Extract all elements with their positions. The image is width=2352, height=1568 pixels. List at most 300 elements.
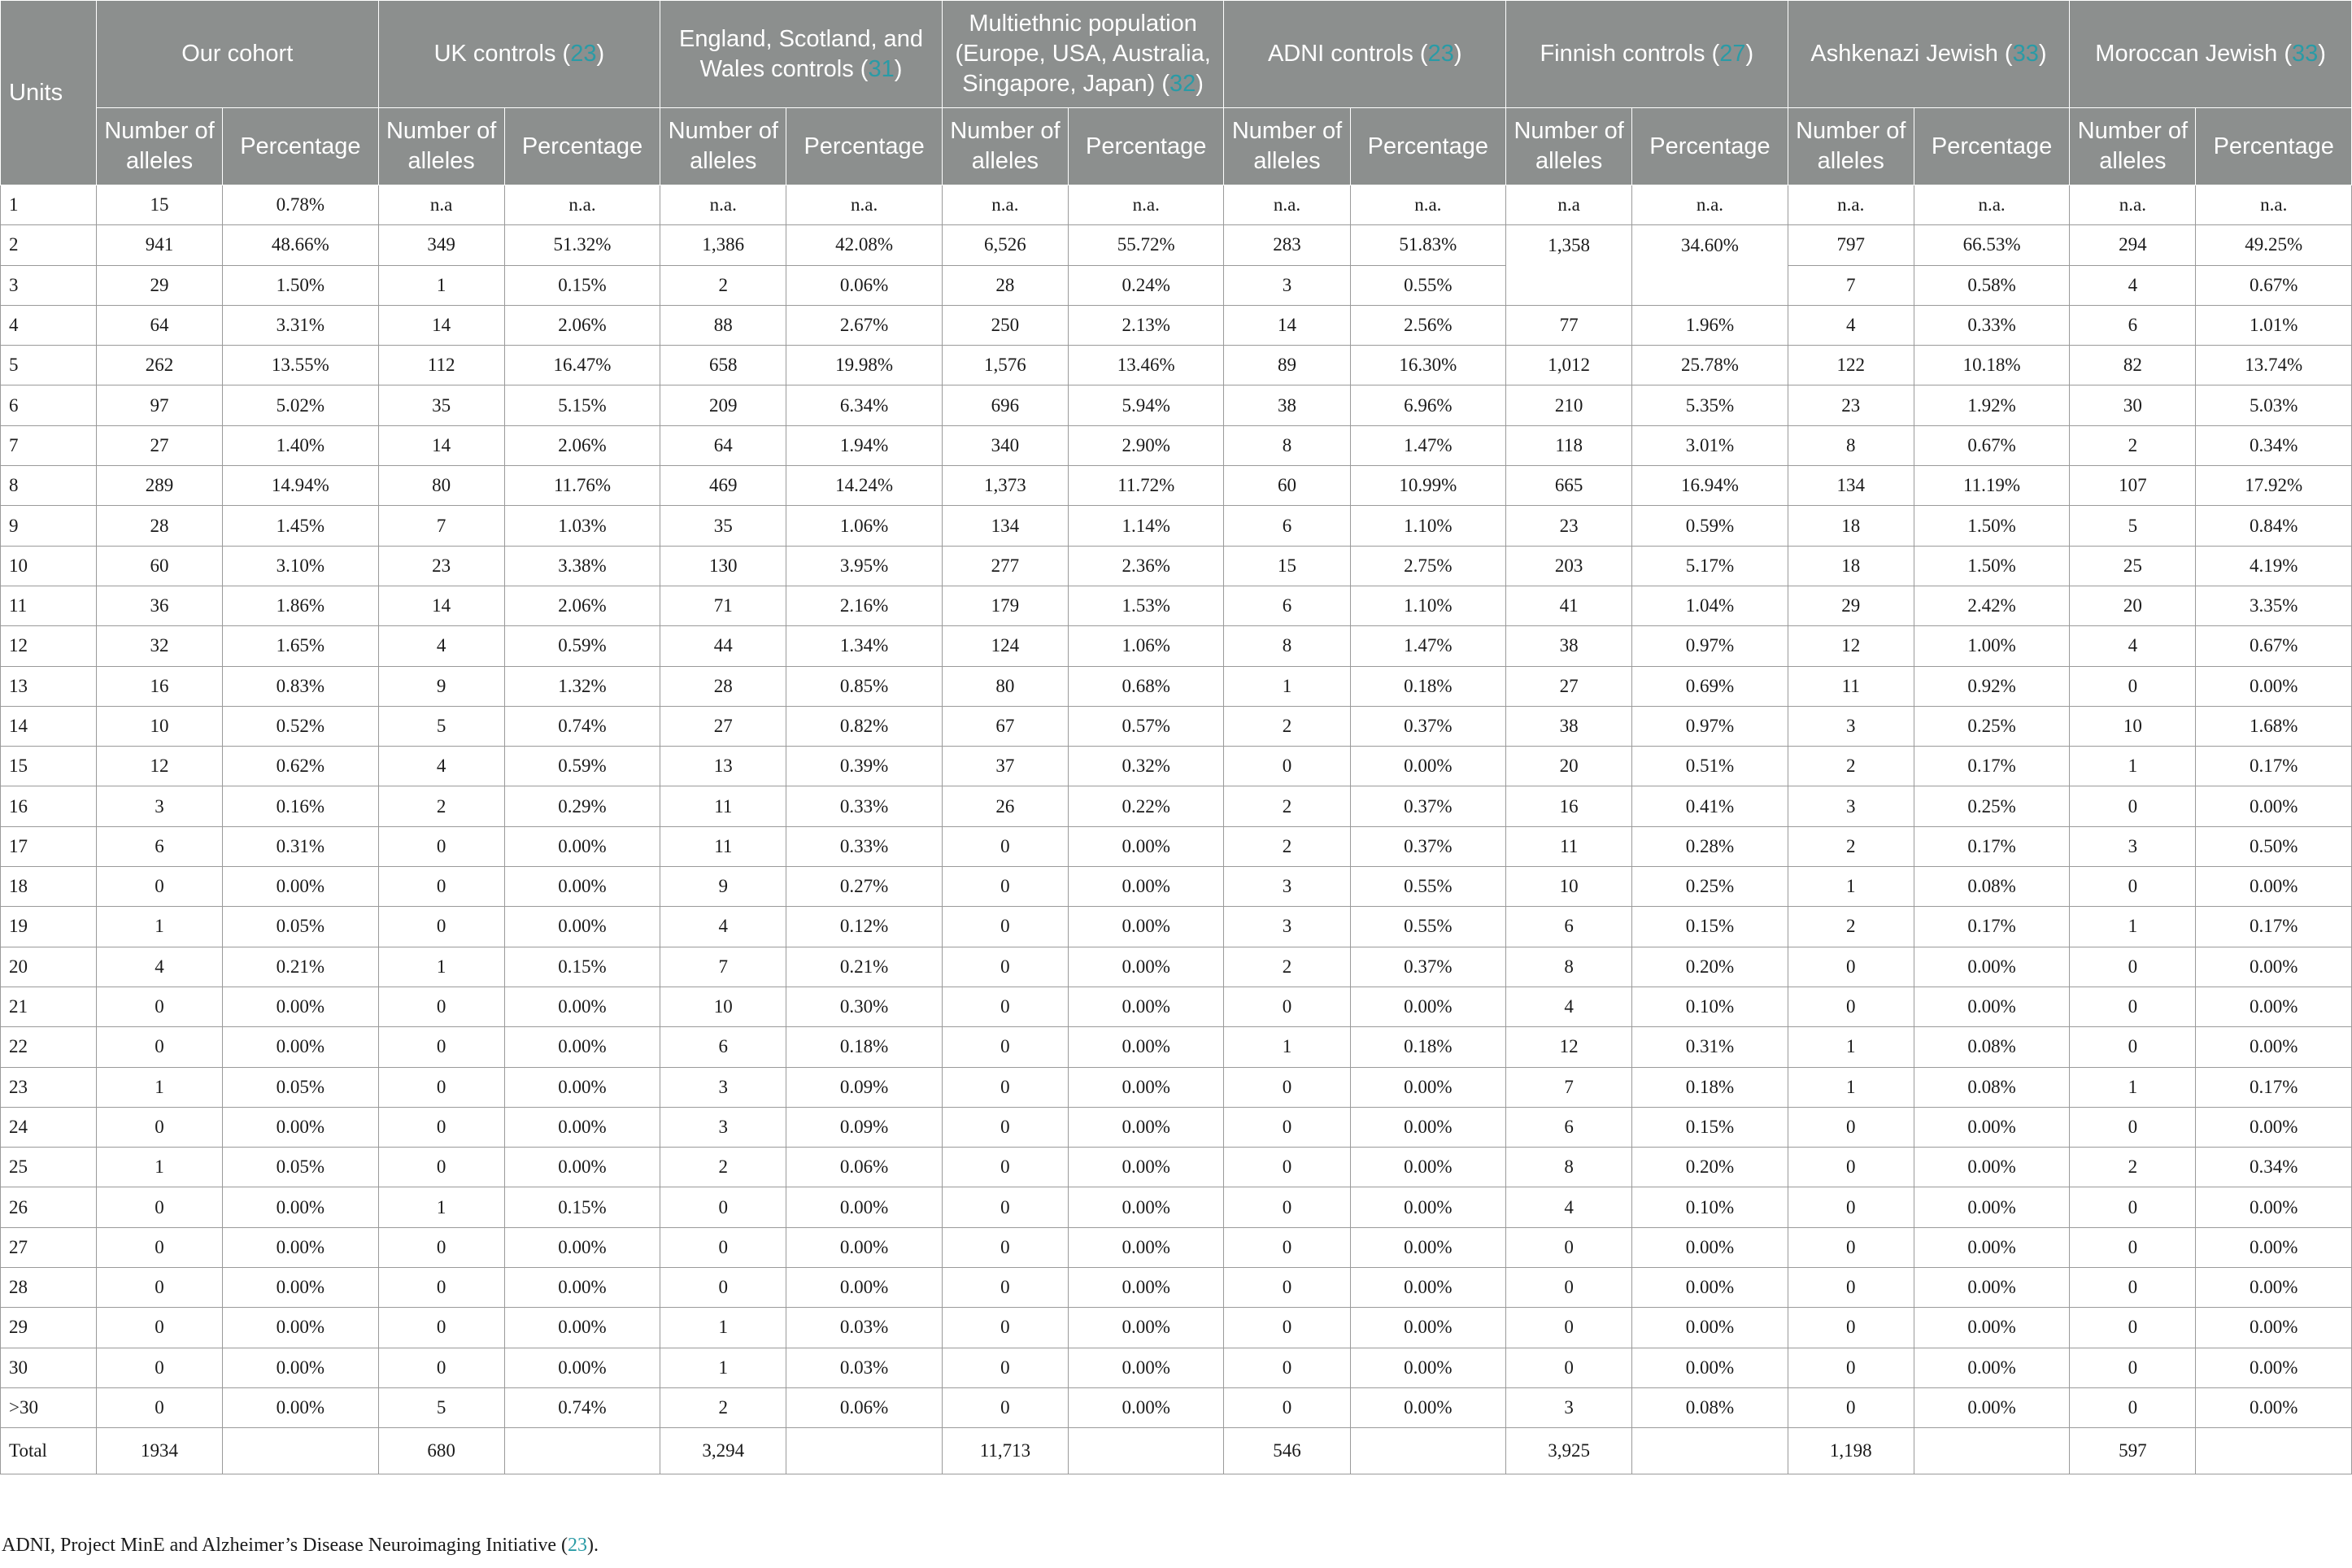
table-cell: 0 — [378, 1268, 504, 1308]
table-cell: 1.10% — [1350, 586, 1505, 625]
total-cell — [1069, 1428, 1224, 1474]
table-cell: 0 — [2070, 987, 2196, 1026]
table-cell: 35 — [660, 506, 786, 546]
reference-link[interactable]: 23 — [1427, 41, 1454, 67]
table-cell: 4 — [378, 747, 504, 786]
table-cell: 0.41% — [1632, 786, 1788, 826]
table-cell: 1 — [1224, 1027, 1350, 1067]
table-cell: 4 — [1506, 987, 1632, 1026]
table-cell: 23 — [1506, 506, 1632, 546]
table-cell: 20 — [1506, 747, 1632, 786]
table-cell: 0 — [96, 1308, 222, 1348]
table-cell: 0.00% — [1350, 1187, 1505, 1227]
table-cell: 0.15% — [504, 1187, 660, 1227]
table-cell: 209 — [660, 385, 786, 425]
group-header — [96, 1, 378, 108]
table-cell: 0.00% — [1632, 1308, 1788, 1348]
table-cell: 0.00% — [223, 1187, 378, 1227]
table-cell: 5.17% — [1632, 546, 1788, 586]
table-cell: 0.05% — [223, 1148, 378, 1187]
table-cell: 6 — [2070, 305, 2196, 345]
table-cell: 0.00% — [1350, 1148, 1505, 1187]
table-cell: 5.15% — [504, 385, 660, 425]
table-cell: 0.08% — [1914, 1067, 2069, 1107]
header-row-groups — [1, 1, 2352, 108]
group-header-label: ADNI controls ( — [1267, 41, 1428, 67]
total-label: Total — [1, 1428, 97, 1474]
table-cell: 8 — [1788, 425, 1914, 465]
table-cell: 0.17% — [1914, 907, 2069, 947]
table-cell: 4 — [1506, 1187, 1632, 1227]
table-row — [1, 1027, 2352, 1067]
table-cell: 5 — [378, 706, 504, 746]
table-cell: 0.00% — [1632, 1268, 1788, 1308]
table-cell: 3 — [1224, 867, 1350, 907]
table-cell: 0.08% — [1632, 1387, 1788, 1427]
table-cell: 0.59% — [504, 626, 660, 666]
table-cell: 0 — [942, 947, 1068, 987]
table-cell: 0.33% — [786, 826, 942, 866]
units-cell: 4 — [1, 305, 97, 345]
reference-link[interactable]: 33 — [2292, 41, 2319, 67]
table-cell: 0.00% — [504, 907, 660, 947]
table-row — [1, 706, 2352, 746]
total-cell — [1350, 1428, 1505, 1474]
total-cell: 597 — [2070, 1428, 2196, 1474]
table-cell: 0.00% — [1350, 1067, 1505, 1107]
table-row — [1, 425, 2352, 465]
table-cell: 0 — [942, 1148, 1068, 1187]
table-cell: 340 — [942, 425, 1068, 465]
table-cell: 10.99% — [1350, 466, 1505, 506]
table-cell: 4 — [378, 626, 504, 666]
table-cell: 0.92% — [1914, 666, 2069, 706]
table-cell: 77 — [1506, 305, 1632, 345]
table-cell: 0 — [942, 1348, 1068, 1387]
table-cell: 1.06% — [786, 506, 942, 546]
table-cell: 1.94% — [786, 425, 942, 465]
table-cell: 2.36% — [1069, 546, 1224, 586]
table-cell: 0.00% — [1350, 1308, 1505, 1348]
table-cell: 0.00% — [504, 867, 660, 907]
table-cell: 0 — [2070, 1308, 2196, 1348]
table-cell: 0.10% — [1632, 987, 1788, 1026]
subheader-number-of-alleles: Number of alleles — [1506, 108, 1632, 185]
table-cell: 0 — [378, 1308, 504, 1348]
table-cell: 0 — [96, 1187, 222, 1227]
table-cell: 3.38% — [504, 546, 660, 586]
table-cell: 0.00% — [1914, 1148, 2069, 1187]
table-cell: 1.50% — [223, 265, 378, 305]
table-cell: 0.00% — [504, 1308, 660, 1348]
table-row — [1, 747, 2352, 786]
table-cell: 97 — [96, 385, 222, 425]
table-cell: 0.00% — [2196, 1308, 2352, 1348]
table-cell: 2 — [2070, 425, 2196, 465]
table-cell: 0.00% — [223, 1387, 378, 1427]
table-cell: 0.67% — [2196, 265, 2352, 305]
units-cell: 28 — [1, 1268, 97, 1308]
table-cell: 6 — [1224, 506, 1350, 546]
units-cell: 2 — [1, 225, 97, 265]
table-cell: 0.00% — [1914, 1107, 2069, 1147]
total-cell: 1934 — [96, 1428, 222, 1474]
table-cell: 0 — [942, 1268, 1068, 1308]
table-cell: 0.00% — [2196, 987, 2352, 1026]
table-cell: 0 — [2070, 1268, 2196, 1308]
table-footnote — [2, 1535, 599, 1557]
reference-link[interactable]: 33 — [2012, 41, 2039, 67]
table-cell: 0 — [96, 867, 222, 907]
units-cell: 15 — [1, 747, 97, 786]
table-cell: 32 — [96, 626, 222, 666]
table-cell: 42.08% — [786, 225, 942, 265]
total-cell — [1914, 1428, 2069, 1474]
table-cell: n.a. — [1788, 185, 1914, 225]
table-cell: 71 — [660, 586, 786, 625]
table-cell: 12 — [96, 747, 222, 786]
table-cell: 55.72% — [1069, 225, 1224, 265]
table-cell: 289 — [96, 466, 222, 506]
table-row — [1, 867, 2352, 907]
table-cell: n.a. — [942, 185, 1068, 225]
table-cell: 0.17% — [1914, 826, 2069, 866]
table-cell: 7 — [1506, 1067, 1632, 1107]
units-column-header: Units — [1, 1, 97, 185]
table-cell: 14.94% — [223, 466, 378, 506]
table-cell: 13.46% — [1069, 346, 1224, 385]
table-cell: 0 — [1506, 1268, 1632, 1308]
table-cell: 0.00% — [2196, 1027, 2352, 1067]
table-cell: 6 — [1224, 586, 1350, 625]
table-cell: 0.00% — [2196, 666, 2352, 706]
table-cell: 29 — [1788, 586, 1914, 625]
table-cell: 0.00% — [1069, 1268, 1224, 1308]
table-cell: 5.94% — [1069, 385, 1224, 425]
table-cell: 1 — [1224, 666, 1350, 706]
table-cell: 0 — [378, 1067, 504, 1107]
table-cell: 0.31% — [1632, 1027, 1788, 1067]
table-cell: 0.00% — [1350, 1387, 1505, 1427]
table-cell: 28 — [660, 666, 786, 706]
table-cell: 1.40% — [223, 425, 378, 465]
table-cell: 0.00% — [786, 1227, 942, 1267]
reference-link[interactable]: 23 — [570, 41, 597, 67]
table-cell: 0.34% — [2196, 1148, 2352, 1187]
table-cell: 8 — [1506, 947, 1632, 987]
table-cell: 0 — [378, 1107, 504, 1147]
table-cell: 1 — [2070, 1067, 2196, 1107]
total-cell: 1,198 — [1788, 1428, 1914, 1474]
table-cell: 10 — [96, 706, 222, 746]
table-row — [1, 987, 2352, 1026]
table-cell: 0.00% — [1069, 1187, 1224, 1227]
table-cell: 3 — [660, 1107, 786, 1147]
table-cell: 27 — [96, 425, 222, 465]
table-cell: 0.67% — [2196, 626, 2352, 666]
table-row — [1, 947, 2352, 987]
table-cell: 1.47% — [1350, 425, 1505, 465]
table-cell: 38 — [1506, 626, 1632, 666]
table-cell: 2 — [660, 1387, 786, 1427]
group-header-label: England, Scotland, and Wales controls ( — [679, 25, 923, 82]
group-header-paren: ) — [894, 55, 903, 82]
table-cell: 0.00% — [1069, 1227, 1224, 1267]
table-cell: 0.84% — [2196, 506, 2352, 546]
table-cell: 0.00% — [1069, 1348, 1224, 1387]
table-cell: 0 — [96, 1227, 222, 1267]
table-cell: 0 — [1788, 987, 1914, 1026]
table-cell: 696 — [942, 385, 1068, 425]
table-cell: 0.15% — [504, 265, 660, 305]
table-cell: 11.72% — [1069, 466, 1224, 506]
table-cell: 0.00% — [1914, 947, 2069, 987]
table-cell: 0 — [2070, 1027, 2196, 1067]
table-cell: 0.57% — [1069, 706, 1224, 746]
table-cell: 0.00% — [1069, 947, 1224, 987]
table-cell: 0.17% — [2196, 1067, 2352, 1107]
table-cell: 0.21% — [786, 947, 942, 987]
units-cell: 12 — [1, 626, 97, 666]
table-cell: n.a. — [2196, 185, 2352, 225]
subheader-percentage: Percentage — [1069, 108, 1224, 185]
table-cell: 0 — [942, 1308, 1068, 1348]
table-cell: n.a. — [1632, 185, 1788, 225]
table-cell: 0 — [1224, 987, 1350, 1026]
table-cell: 2 — [1224, 706, 1350, 746]
table-cell: 0 — [1224, 1268, 1350, 1308]
table-cell: 0.00% — [504, 1348, 660, 1387]
table-cell: 0.85% — [786, 666, 942, 706]
table-row — [1, 385, 2352, 425]
table-cell: 1,386 — [660, 225, 786, 265]
table-cell: 277 — [942, 546, 1068, 586]
table-cell: 2.90% — [1069, 425, 1224, 465]
table-cell: 0 — [378, 867, 504, 907]
table-cell: 1,373 — [942, 466, 1068, 506]
subheader-percentage: Percentage — [223, 108, 378, 185]
table-cell: 0.00% — [1914, 1308, 2069, 1348]
table-cell: 0 — [1224, 1067, 1350, 1107]
units-cell: 16 — [1, 786, 97, 826]
units-cell: 11 — [1, 586, 97, 625]
table-cell: 0.00% — [223, 1308, 378, 1348]
table-row — [1, 1348, 2352, 1387]
table-cell: 0.15% — [504, 947, 660, 987]
footnote-text-end: ). — [587, 1535, 599, 1556]
table-cell: 0 — [2070, 947, 2196, 987]
group-header-paren: ) — [2038, 41, 2047, 67]
table-cell: 6 — [96, 826, 222, 866]
table-cell: 1 — [96, 907, 222, 947]
table-cell: 8 — [1506, 1148, 1632, 1187]
table-cell: 0.00% — [1350, 1348, 1505, 1387]
table-cell: 0.00% — [2196, 1107, 2352, 1147]
table-cell: 0.25% — [1914, 706, 2069, 746]
group-header-label: Finnish controls ( — [1540, 41, 1720, 67]
table-cell: 0.00% — [504, 1227, 660, 1267]
table-cell: 1 — [2070, 747, 2196, 786]
subheader-number-of-alleles: Number of alleles — [2070, 108, 2196, 185]
table-cell: 5 — [378, 1387, 504, 1427]
table-cell: 0 — [660, 1268, 786, 1308]
table-cell: 2.06% — [504, 305, 660, 345]
table-cell: 35 — [378, 385, 504, 425]
table-cell: 0 — [942, 987, 1068, 1026]
table-cell: 0.00% — [1069, 907, 1224, 947]
table-cell: 0.08% — [1914, 1027, 2069, 1067]
units-cell: 20 — [1, 947, 97, 987]
group-header-label: Multiethnic population (Europe, USA, Australia, Singapore, Japan) ( — [955, 11, 1211, 97]
table-cell: 0.00% — [1632, 1227, 1788, 1267]
units-cell: 1 — [1, 185, 97, 225]
table-cell: 2 — [1788, 907, 1914, 947]
table-cell: 2 — [378, 786, 504, 826]
table-cell: 0 — [96, 1027, 222, 1067]
table-cell: 2 — [660, 1148, 786, 1187]
reference-link[interactable]: 32 — [1169, 71, 1196, 97]
table-cell: 0 — [1224, 1348, 1350, 1387]
table-cell: 67 — [942, 706, 1068, 746]
table-cell: 0.51% — [1632, 747, 1788, 786]
subheader-percentage: Percentage — [2196, 108, 2352, 185]
table-cell: 0 — [2070, 1348, 2196, 1387]
table-cell: 0.74% — [504, 1387, 660, 1427]
table-cell: 1.04% — [1632, 586, 1788, 625]
table-cell: 37 — [942, 747, 1068, 786]
group-header — [1788, 1, 2070, 108]
table-row — [1, 586, 2352, 625]
table-cell: 15 — [1224, 546, 1350, 586]
table-cell: 130 — [660, 546, 786, 586]
table-cell: 0.00% — [2196, 947, 2352, 987]
table-cell: 0.00% — [1914, 987, 2069, 1026]
table-row — [1, 626, 2352, 666]
table-cell: 0 — [2070, 1387, 2196, 1427]
reference-link[interactable]: 31 — [868, 55, 895, 82]
table-cell: 0 — [1224, 1187, 1350, 1227]
table-cell: 2 — [1224, 786, 1350, 826]
table-cell: 1.10% — [1350, 506, 1505, 546]
table-cell: 6 — [660, 1027, 786, 1067]
table-cell: 10.18% — [1914, 346, 2069, 385]
table-cell: 0 — [378, 907, 504, 947]
table-cell: 0.22% — [1069, 786, 1224, 826]
table-cell: 0.25% — [1914, 786, 2069, 826]
table-cell: 0.00% — [1914, 1268, 2069, 1308]
group-header-paren: ) — [1453, 41, 1462, 67]
units-cell: 30 — [1, 1348, 97, 1387]
reference-link[interactable]: 27 — [1719, 41, 1746, 67]
table-cell: 0 — [378, 1227, 504, 1267]
table-cell: 0 — [1788, 1227, 1914, 1267]
table-cell: 1 — [378, 1187, 504, 1227]
table-cell: 0.59% — [504, 747, 660, 786]
table-cell: 0.06% — [786, 1387, 942, 1427]
table-cell: 13.55% — [223, 346, 378, 385]
subheader-number-of-alleles: Number of alleles — [1788, 108, 1914, 185]
table-cell: 23 — [378, 546, 504, 586]
table-cell: 0.37% — [1350, 706, 1505, 746]
footnote-reference-link[interactable]: 23 — [568, 1535, 588, 1556]
table-cell: 25.78% — [1632, 346, 1788, 385]
table-cell: 3.95% — [786, 546, 942, 586]
table-cell: 7 — [1788, 265, 1914, 305]
total-cell — [2196, 1428, 2352, 1474]
table-cell: 5.03% — [2196, 385, 2352, 425]
table-cell: 0 — [1224, 1308, 1350, 1348]
table-row — [1, 907, 2352, 947]
table-cell: 3 — [2070, 826, 2196, 866]
table-cell: 0.06% — [786, 1148, 942, 1187]
units-cell: 29 — [1, 1308, 97, 1348]
table-row — [1, 1308, 2352, 1348]
table-cell: 11 — [660, 826, 786, 866]
table-cell: 0 — [942, 1387, 1068, 1427]
table-row — [1, 1268, 2352, 1308]
table-cell: 80 — [378, 466, 504, 506]
table-cell: 1 — [660, 1308, 786, 1348]
table-cell: 0 — [378, 987, 504, 1026]
group-header — [660, 1, 943, 108]
table-cell: 2 — [2070, 1148, 2196, 1187]
table-cell: 0.00% — [223, 867, 378, 907]
table-cell: 0.00% — [223, 1268, 378, 1308]
table-cell: 0.20% — [1632, 947, 1788, 987]
table-cell: 88 — [660, 305, 786, 345]
table-cell: 0.00% — [504, 1268, 660, 1308]
table-cell: 0.05% — [223, 907, 378, 947]
table-cell: 16.47% — [504, 346, 660, 385]
table-cell: 0.03% — [786, 1308, 942, 1348]
table-cell: 0.97% — [1632, 706, 1788, 746]
table-cell: 1.03% — [504, 506, 660, 546]
table-cell: 0 — [942, 907, 1068, 947]
table-cell: 0 — [942, 1067, 1068, 1107]
group-header-paren: ) — [1196, 71, 1204, 97]
table-cell: 0.03% — [786, 1348, 942, 1387]
table-cell: 0.17% — [1914, 747, 2069, 786]
table-cell: 0 — [2070, 867, 2196, 907]
units-cell: 8 — [1, 466, 97, 506]
table-cell: 14 — [378, 305, 504, 345]
table-cell: 0.55% — [1350, 907, 1505, 947]
table-cell: 0 — [1506, 1308, 1632, 1348]
table-cell: 60 — [96, 546, 222, 586]
table-cell: 15 — [96, 185, 222, 225]
table-cell: 5 — [2070, 506, 2196, 546]
table-cell: 25 — [2070, 546, 2196, 586]
table-cell: 0.00% — [504, 1107, 660, 1147]
table-cell: 0.33% — [786, 786, 942, 826]
table-cell: 0.78% — [223, 185, 378, 225]
total-cell — [223, 1428, 378, 1474]
table-cell: 11 — [1788, 666, 1914, 706]
table-cell: 0.00% — [1632, 1348, 1788, 1387]
table-cell: 1.06% — [1069, 626, 1224, 666]
table-cell: 0.59% — [1632, 506, 1788, 546]
table-cell: 0.00% — [786, 1268, 942, 1308]
subheader-percentage: Percentage — [504, 108, 660, 185]
total-row — [1, 1428, 2352, 1474]
table-cell: 1.50% — [1914, 506, 2069, 546]
table-cell: 0.00% — [1069, 826, 1224, 866]
group-header-label: Ashkenazi Jewish ( — [1810, 41, 2013, 67]
table-cell: 3 — [1224, 265, 1350, 305]
table-cell: 28 — [942, 265, 1068, 305]
group-header-label: UK controls ( — [433, 41, 571, 67]
table-cell: 4 — [1788, 305, 1914, 345]
